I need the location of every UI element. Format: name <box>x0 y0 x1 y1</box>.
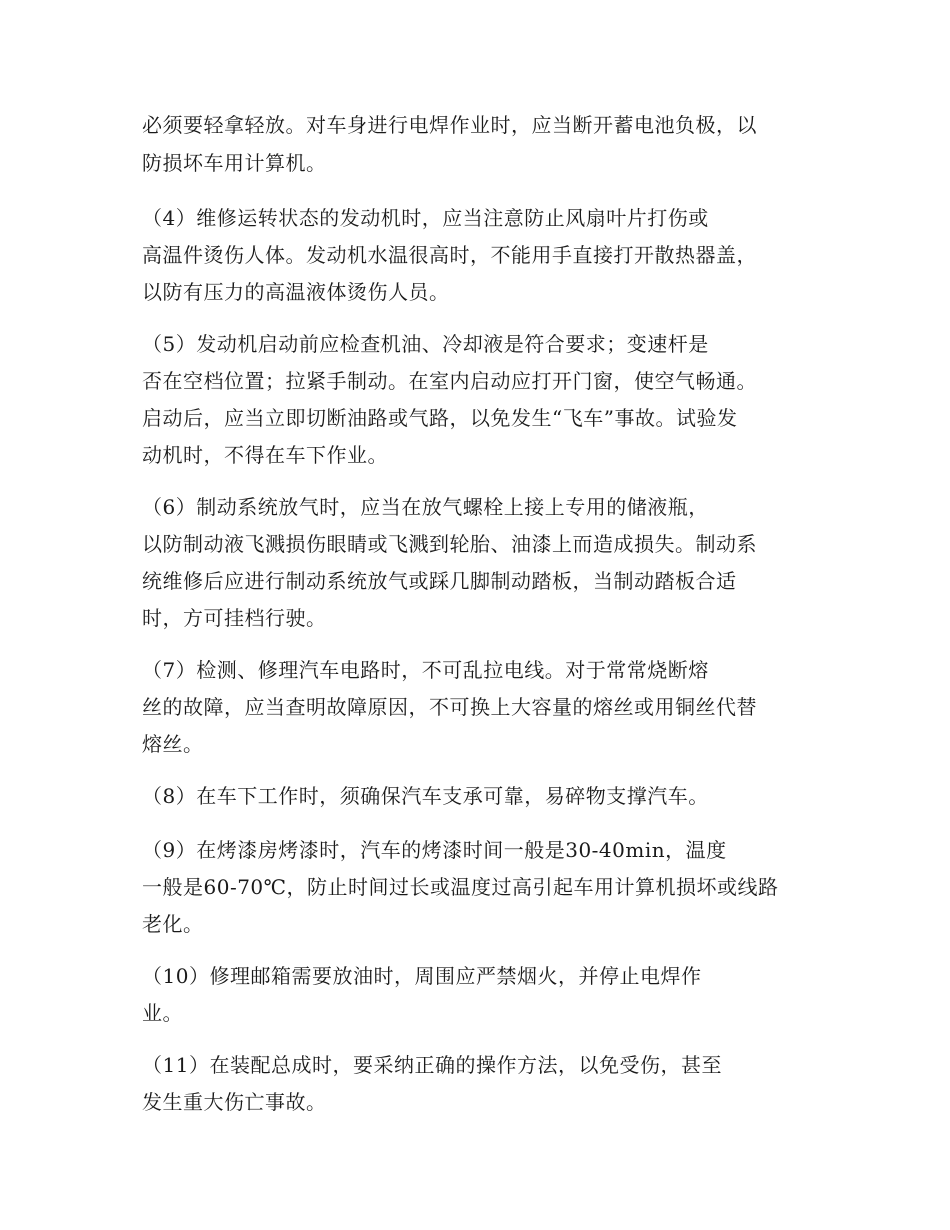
text-line: 发生重大伤亡事故。 <box>142 1090 327 1114</box>
text-line: 高温件烫伤人体。发动机水温很高时，不能用手直接打开散热器盖， <box>142 243 757 267</box>
text-line: 丝的故障，应当查明故障原因，不可换上大容量的熔丝或用铜丝代替 <box>142 695 757 719</box>
text-line: 老化。 <box>142 912 204 936</box>
text-line: 熔丝。 <box>142 732 204 756</box>
text-line: （11）在装配总成时，要采纳正确的操作方法，以免受伤，甚至 <box>142 1053 722 1077</box>
text-line: 统维修后应进行制动系统放气或踩几脚制动踏板，当制动踏板合适 <box>142 569 737 593</box>
text-line: （4）维修运转状态的发动机时，应当注意防止风扇叶片打伤或 <box>142 206 709 230</box>
text-line: 一般是60-70℃，防止时间过长或温度过高引起车用计算机损坏或线路 <box>142 875 779 899</box>
text-line: （10）修理邮箱需要放油时，周围应严禁烟火，并停止电焊作 <box>142 964 702 988</box>
text-line: 启动后，应当立即切断油路或气路，以免发生“飞车”事故。试验发 <box>142 406 738 430</box>
text-line: 否在空档位置；拉紧手制动。在室内启动应打开门窗，使空气畅通。 <box>142 369 757 393</box>
text-line: （9）在烤漆房烤漆时，汽车的烤漆时间一般是30-40min，温度 <box>142 838 727 862</box>
text-line: 防损坏车用计算机。 <box>142 151 327 175</box>
text-line: 时，方可挂档行驶。 <box>142 606 327 630</box>
text-line: 必须要轻拿轻放。对车身进行电焊作业时，应当断开蓄电池负极，以 <box>142 113 757 137</box>
text-line: 以防有压力的高温液体烫伤人员。 <box>142 280 450 304</box>
text-line: （5）发动机启动前应检查机油、冷却液是符合要求；变速杆是 <box>142 332 709 356</box>
text-line: 业。 <box>142 1001 183 1025</box>
text-line: （8）在车下工作时，须确保汽车支承可靠，易碎物支撑汽车。 <box>142 784 709 808</box>
text-line: 动机时，不得在车下作业。 <box>142 443 388 467</box>
text-line: （7）检测、修理汽车电路时，不可乱拉电线。对于常常烧断熔 <box>142 658 709 682</box>
text-line: 以防制动液飞溅损伤眼睛或飞溅到轮胎、油漆上而造成损失。制动系 <box>142 532 757 556</box>
text-line: （6）制动系统放气时，应当在放气螺栓上接上专用的储液瓶， <box>142 495 709 519</box>
